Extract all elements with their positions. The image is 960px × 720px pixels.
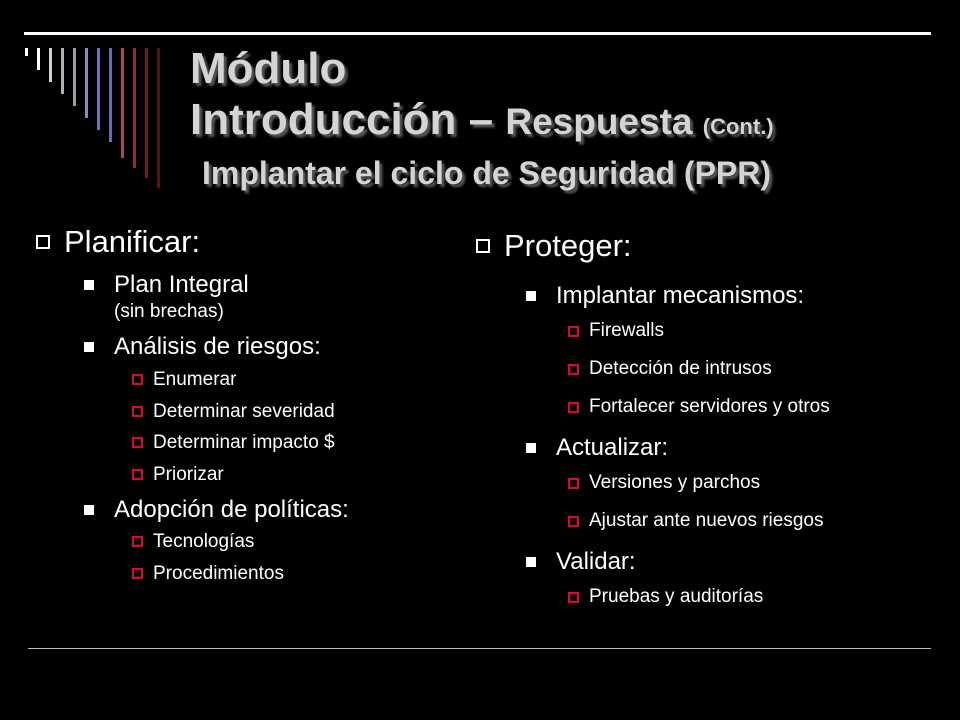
square-bullet-icon xyxy=(84,342,94,352)
list-item xyxy=(526,282,946,310)
item-label: Plan Integral xyxy=(114,271,249,298)
list-item xyxy=(526,434,946,462)
sub-item-label: Detección de intrusos xyxy=(589,358,772,379)
hollow-square-bullet-icon xyxy=(476,239,490,253)
list-item xyxy=(84,333,436,361)
sub-list-item xyxy=(132,427,436,459)
red-square-bullet-icon xyxy=(568,478,579,489)
sub-item-label: Enumerar xyxy=(153,369,237,390)
sub-item-label: Firewalls xyxy=(589,320,664,341)
square-bullet-icon xyxy=(526,443,536,453)
square-bullet-icon xyxy=(84,505,94,515)
left-column xyxy=(36,222,436,589)
heading-planificar xyxy=(36,222,436,262)
list-item xyxy=(84,271,436,325)
red-square-bullet-icon xyxy=(568,326,579,337)
sub-item-label: Fortalecer servidores y otros xyxy=(589,396,830,417)
right-column xyxy=(476,226,946,616)
sub-list-item xyxy=(568,502,946,540)
top-rule xyxy=(24,32,931,35)
sub-item-label: Ajustar ante nuevos riesgos xyxy=(589,510,824,531)
sub-item-label: Determinar impacto $ xyxy=(153,432,335,453)
item-sublabel: (sin brechas) xyxy=(114,301,224,322)
title-respuesta: Respuesta xyxy=(505,101,703,142)
red-square-bullet-icon xyxy=(132,568,143,579)
sub-item-label: Procedimientos xyxy=(153,562,284,584)
sub-item-label: Versiones y parchos xyxy=(589,472,761,493)
square-bullet-icon xyxy=(526,557,536,567)
title-cont: (Cont.) xyxy=(702,114,774,139)
sub-list-item xyxy=(568,578,946,616)
bottom-rule xyxy=(28,648,931,649)
red-square-bullet-icon xyxy=(568,516,579,527)
red-square-bullet-icon xyxy=(132,437,143,448)
title-introduccion: Introducción – xyxy=(190,95,506,144)
sub-list-item xyxy=(568,388,946,426)
item-label: Implantar mecanismos: xyxy=(556,282,805,309)
sub-list-item xyxy=(132,364,436,396)
red-square-bullet-icon xyxy=(568,364,579,375)
item-label: Análisis de riesgos: xyxy=(114,333,321,360)
sub-list-item xyxy=(132,396,436,428)
sub-list-item xyxy=(132,459,436,491)
item-label: Validar: xyxy=(556,548,636,575)
hollow-square-bullet-icon xyxy=(36,235,50,249)
red-square-bullet-icon xyxy=(568,592,579,603)
red-square-bullet-icon xyxy=(132,374,143,385)
title-line-2 xyxy=(190,94,774,153)
sub-item-label: Determinar severidad xyxy=(153,400,335,422)
red-square-bullet-icon xyxy=(132,469,143,480)
heading-label: Proteger: xyxy=(504,228,632,263)
item-label: Actualizar: xyxy=(556,434,669,461)
heading-proteger xyxy=(476,226,946,266)
sub-list-item xyxy=(568,464,946,502)
red-square-bullet-icon xyxy=(132,536,143,547)
square-bullet-icon xyxy=(526,291,536,301)
red-square-bullet-icon xyxy=(568,402,579,413)
list-item xyxy=(526,548,946,576)
title-line-1: Módulo xyxy=(190,44,347,93)
item-label: Adopción de políticas: xyxy=(114,496,349,523)
red-square-bullet-icon xyxy=(132,406,143,417)
list-item xyxy=(84,496,436,524)
square-bullet-icon xyxy=(84,280,94,290)
sub-item-label: Pruebas y auditorías xyxy=(589,586,764,607)
sub-list-item xyxy=(132,526,436,558)
sub-item-label: Priorizar xyxy=(153,463,224,485)
slide-title xyxy=(190,44,774,193)
sub-list-item xyxy=(568,312,946,350)
sub-list-item xyxy=(132,558,436,590)
sub-item-label: Tecnologías xyxy=(153,531,255,552)
sub-list-item xyxy=(568,350,946,388)
heading-label: Planificar: xyxy=(64,224,201,259)
title-line-3: Implantar el ciclo de Seguridad (PPR) xyxy=(202,155,772,191)
